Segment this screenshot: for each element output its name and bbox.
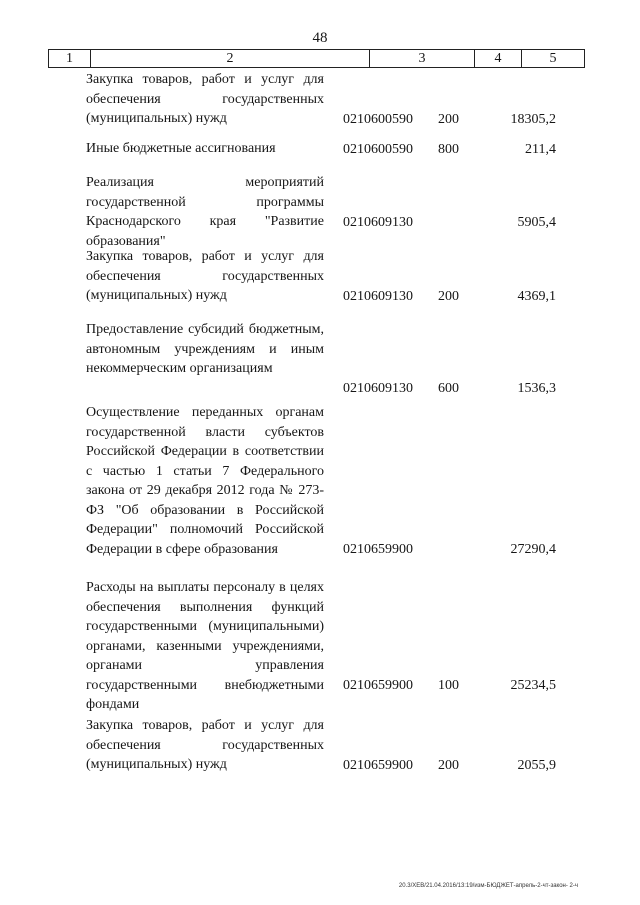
column-header-3: 3 xyxy=(370,50,475,68)
row-amount: 18305,2 xyxy=(510,111,556,127)
row-amount: 5905,4 xyxy=(517,214,556,230)
row-vr-code: 200 xyxy=(438,111,459,127)
row-csr-code: 0210600590 xyxy=(343,141,413,157)
row-description: Закупка товаров, работ и услуг для обеспечения государственных (муниципальных) нужд xyxy=(86,249,324,303)
row-description: Закупка товаров, работ и услуг для обеспечения государственных (муниципальных) нужд xyxy=(86,72,324,126)
column-header-2: 2 xyxy=(91,50,370,68)
row-amount: 25234,5 xyxy=(510,677,556,693)
row-amount: 27290,4 xyxy=(510,541,556,557)
row-vr-code: 800 xyxy=(438,141,459,157)
document-footer-stamp: 20.3/ХЕВ/21.04.2016/13:19/изм-БЮДЖЕТ-апрель-2-чт-закон- 2-ч xyxy=(398,883,578,889)
column-header-4: 4 xyxy=(475,50,522,68)
column-header-table xyxy=(48,49,585,68)
row-csr-code: 0210659900 xyxy=(343,677,413,693)
row-amount: 2055,9 xyxy=(517,757,556,773)
table-row xyxy=(0,173,640,249)
row-csr-code: 0210659900 xyxy=(343,541,413,557)
row-vr-code: 100 xyxy=(438,677,459,693)
row-amount: 4369,1 xyxy=(517,288,556,304)
table-row xyxy=(0,578,640,712)
row-csr-code: 0210659900 xyxy=(343,757,413,773)
row-description: Осуществление переданных органам государственной власти субъектов Российской Федерации в соответствии с частью 1 статьи 7 Федерального закона от 29 декабря 2012 года № 273-ФЗ "Об образовании в Российской Федерации" полномочий Российской Федерации в сфере образования xyxy=(86,405,324,557)
row-description: Расходы на выплаты персоналу в целях обеспечения выполнения функций государственными (муниципальными) органами, казенными учреждениями, органами управления государственными внебюджетными фондами xyxy=(86,580,324,712)
row-vr-code: 200 xyxy=(438,288,459,304)
row-csr-code: 0210609130 xyxy=(343,380,413,396)
row-description: Предоставление субсидий бюджетным, автономным учреждениям и иным некоммерческим организациям xyxy=(86,322,324,376)
table-row xyxy=(0,70,640,129)
column-header-row xyxy=(49,50,585,68)
row-description: Реализация мероприятий государственной программы Краснодарского края "Развитие образования" xyxy=(86,175,324,249)
table-row xyxy=(0,139,640,159)
row-amount: 211,4 xyxy=(525,141,556,157)
row-csr-code: 0210600590 xyxy=(343,111,413,127)
column-header-5: 5 xyxy=(522,50,585,68)
table-row xyxy=(0,320,640,398)
column-header-1: 1 xyxy=(49,50,91,68)
row-amount: 1536,3 xyxy=(517,380,556,396)
table-row xyxy=(0,403,640,559)
row-csr-code: 0210609130 xyxy=(343,214,413,230)
row-description: Закупка товаров, работ и услуг для обеспечения государственных (муниципальных) нужд xyxy=(86,718,324,772)
row-vr-code: 600 xyxy=(438,380,459,396)
row-csr-code: 0210609130 xyxy=(343,288,413,304)
table-row xyxy=(0,716,640,775)
row-description: Иные бюджетные ассигнования xyxy=(86,141,276,156)
table-row xyxy=(0,247,640,306)
row-vr-code: 200 xyxy=(438,757,459,773)
page-number: 48 xyxy=(312,30,328,46)
